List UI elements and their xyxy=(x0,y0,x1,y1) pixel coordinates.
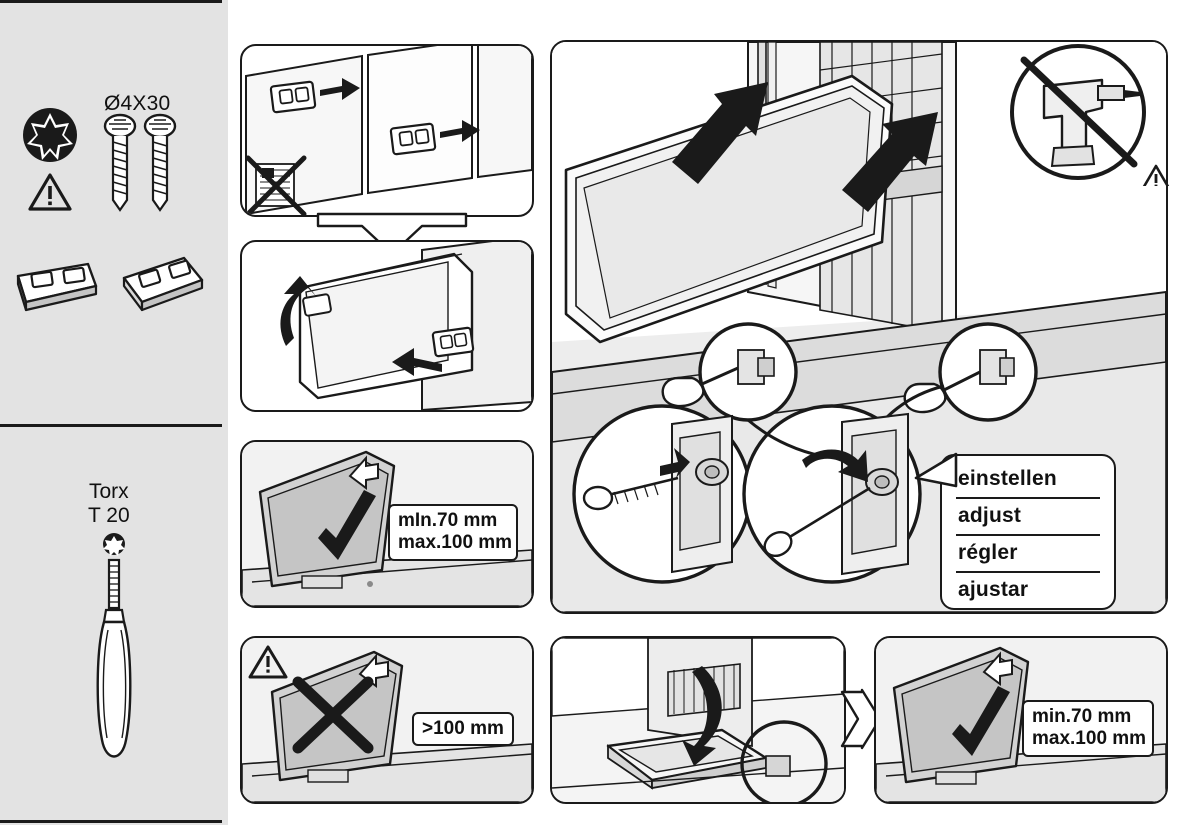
warning-triangle-icon xyxy=(28,172,72,212)
torx-screwdriver-icon xyxy=(86,530,142,780)
mounting-bracket-icon xyxy=(118,250,208,322)
measure-min-line: mIn.70 mm xyxy=(398,510,498,531)
torx-star-icon xyxy=(20,105,80,165)
measurement-ok-box xyxy=(388,504,518,561)
tool-name: Torx xyxy=(88,480,129,503)
step-1-panel xyxy=(240,44,534,217)
measure-min-line: min.70 mm xyxy=(1032,706,1132,727)
measurement-bad-box: >100 mm xyxy=(412,712,514,746)
divider-middle xyxy=(0,424,222,427)
callout-line-fr: régler xyxy=(956,536,1100,573)
step-3-panel xyxy=(240,440,534,608)
callout-line-de: einstellen xyxy=(956,462,1100,499)
screw-icon xyxy=(100,112,140,212)
parts-sidebar xyxy=(0,0,228,825)
screw-icon xyxy=(140,112,180,212)
diagram-area xyxy=(228,0,1178,825)
measure-max-line: max.100 mm xyxy=(1032,728,1147,750)
adjust-callout xyxy=(940,454,1116,610)
step-6-panel xyxy=(874,636,1168,804)
magnifier-detail-icon xyxy=(574,406,750,582)
no-power-drill-icon xyxy=(998,36,1176,186)
step-2-panel xyxy=(240,240,534,412)
divider-bottom xyxy=(0,820,222,823)
divider-top xyxy=(0,0,222,3)
tool-size: T 20 xyxy=(88,504,130,528)
callout-line-en: adjust xyxy=(956,499,1100,536)
callout-line-es: ajustar xyxy=(958,578,1029,601)
warning-triangle-icon xyxy=(248,644,288,680)
measure-max-line: max.100 mm xyxy=(398,532,513,554)
step-5-panel xyxy=(550,636,846,804)
callout-pointer xyxy=(888,430,958,510)
mounting-bracket-icon xyxy=(14,258,100,324)
step-4-panel xyxy=(240,636,534,804)
screw-spec-label: Ø4X30 xyxy=(104,92,171,115)
measurement-ok-box xyxy=(1022,700,1154,757)
tool-label xyxy=(88,480,130,528)
